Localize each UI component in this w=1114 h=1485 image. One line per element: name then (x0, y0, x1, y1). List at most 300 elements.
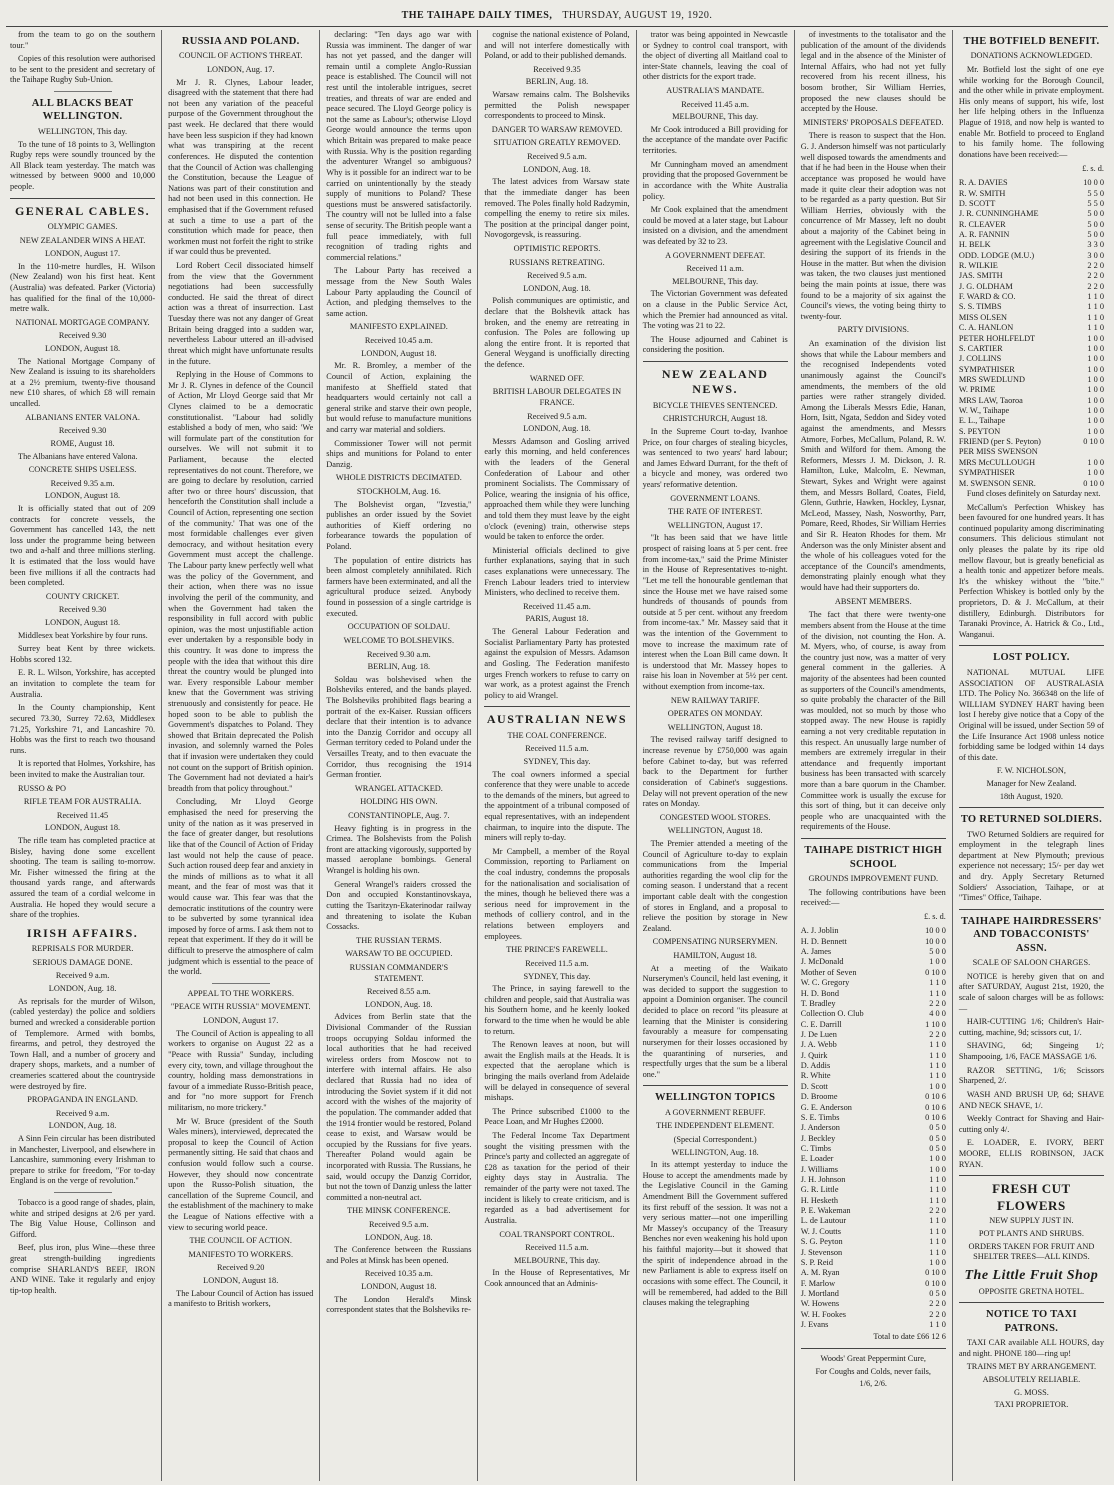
article-text: Mr Cook introduced a Bill providing for the acceptance of the mandate over Pacific territories. (642, 124, 788, 156)
amount-cell: 1 0 0 (1087, 333, 1104, 343)
article-text: The revised railway tariff designed to increase revenue by £750,000 was again before Cabinet to-day, but was referred back to the Department for further consideration of Cabinet's suggestions. Delay will not prevent operation of the new rates on Monday. (642, 735, 788, 809)
dateline: LONDON, Aug. 18. (523, 424, 591, 434)
article-text: The Bolshevist organ, "Izvestia," publishes an order issued by the Soviet authorities of Kieff ordering no forbearance towards the population of Poland. (326, 499, 472, 552)
advertisement-text: For Coughs and Colds, never fails, (815, 1366, 931, 1376)
advertisement-text: TRAINS MET BY ARRANGEMENT. (966, 1362, 1097, 1372)
subheading: OPTIMISTIC REPORTS. (513, 243, 601, 253)
article-text: Warsaw remains calm. The Bolsheviks permitted the Polish newspaper correspondents to proceed to Minsk. (484, 90, 630, 121)
amount-cell: 0 10 0 (925, 1278, 946, 1288)
dateline: LONDON, August 18. (45, 618, 121, 628)
amount-cell: 0 5 0 (929, 1143, 946, 1153)
table-row (801, 1061, 946, 1071)
name-cell: D. Addis (800, 1061, 831, 1071)
article-text: Replying in the House of Commons to Mr J. R. Clynes in defence of the Council of Action, Mr Lloyd George said that Mr Clynes claimed to be a democratic constitutionalist. "Labour had solidly established a body of men, who said: 'We will formulate part of the constitution for ourselves. We will not submit it to Parliament, because the elected representatives do not count. Therefore, we are going to declare by resolution, carried after two or three hours' discussion, that henceforth the Constitution shall include a Council of Action, representing one section of the community.' That was one of the most formidable challenges ever given democracy, and without hesitation every Government must accept the challenge. The Labour party knew perfectly well what was the policy of the Government, and their action, when there was no issue involving the peril of the community, and when the Government had taken the responsibility in full accord with public opinion, was the most unjustifiable action ever undertaken by a responsible body in this country. It was done to impress the people with the idea that without this dire threat the country would be plunged into war. Every responsible Labour member knew that the Government was striving strenuously and consistently for peace. He hoped soon to be able to publish the Government's dispatches to Poland. They showed that Britain deprecated the Polish invasion, and solemnly warned the Poles that if invasion were undertaken they could not count on the support of British opinion. The Government had not deviated a hair's breadth from that policy throughout." (168, 370, 314, 793)
amount-cell: 1 0 0 (1087, 457, 1104, 467)
article-text: The Conference between the Russians and Poles at Minsk has been opened. (326, 1245, 472, 1265)
article-text: The Victorian Government was defeated on a clause in the Public Service Act, which the Premier had announced as vital. The voting was 21 to 22. (642, 289, 788, 331)
dateline: LONDON, August 17. (45, 249, 121, 259)
name-cell: W. Howens (800, 1299, 840, 1309)
dateline: BERLIN, Aug. 18. (367, 662, 431, 672)
advertisement-text: TAXI PROPRIETOR. (994, 1400, 1069, 1410)
table-row (959, 292, 1104, 302)
name-cell: FRIEND (per S. Peyton) (958, 437, 1041, 447)
subheading: A GOVERNMENT REBUFF. (664, 1107, 766, 1117)
article-text: The House adjourned and Cabinet is considering the position. (642, 334, 788, 355)
divider (959, 1302, 1104, 1303)
dateline: WELLINGTON, August 18. (667, 722, 763, 732)
subheading: ABSENT MEMBERS. (834, 596, 912, 606)
article-text: E. R. L. Wilson, Yorkshire, has accepted an invitation to complete the team for Australia. (10, 668, 156, 699)
dateline: LONDON, Aug. 18. (523, 164, 591, 174)
article-text: The latest advices from Warsaw state that the immediate danger has been removed. The Poles finally hold Radzymin, compelling the enemy to retire six miles. The position at the principal danger point, Novogorgevsk, is reassuring. (484, 177, 630, 240)
amount-cell: 10 0 0 (925, 936, 946, 946)
dateline: STOCKHOLM, Aug. 16. (356, 486, 441, 496)
article-text: declaring: "Ten days ago war with Russia was imminent. The danger of war has not yet passed, and the danger will remain until a complete Anglo-Russian peace is established. The Council will not rest until the intolerable intrigues, secret treaties, and threats of war are ended and peace secured. The Lloyd George policy is not the same as Labour's; otherwise Lloyd George would announce the terms upon which Britain was prepared to make peace with Russia. Why is the position regarding the adventurer Wrangel so ambiguous? Why is it possible for an indirect war to be carried on unintentionally by the steady supply of munitions to Poland? These questions must be answered satisfactorily. The country will not be lulled into a false sense of security. The British people want a full peace immediately, with full recognition of trading rights and commercial relations." (326, 30, 472, 262)
subheading: AUSTRALIA'S MANDATE. (666, 86, 765, 96)
table-row (801, 1103, 946, 1113)
name-cell: PETER HOHLFELDT (958, 333, 1036, 343)
dateline: MELBOURNE, This day. (672, 276, 759, 286)
name-cell: C. Timbs (800, 1143, 832, 1153)
amount-cell: 10 0 0 (1083, 178, 1104, 188)
name-cell: W. J. Coutts (800, 1226, 841, 1236)
paper-name: THE TAIHAPE DAILY TIMES, (401, 9, 553, 21)
divider (484, 706, 629, 707)
table-row (801, 968, 946, 978)
amount-cell: 4 0 0 (929, 1009, 946, 1019)
received-time: Received 9.5 a.m. (527, 271, 587, 281)
table-row (959, 240, 1104, 250)
table-row (959, 199, 1104, 209)
amount-cell: 1 1 0 (1087, 323, 1104, 333)
name-cell: W. PRIME (958, 385, 996, 395)
currency-header: £. s. d. (923, 911, 946, 921)
name-cell: J. Evans (800, 1320, 829, 1330)
headline: TAIHAPE DISTRICT HIGH SCHOOL (804, 845, 943, 870)
subheading: THE PRINCE'S FAREWELL. (506, 945, 608, 955)
name-cell: S. E. Timbs (800, 1112, 840, 1122)
table-row (801, 989, 946, 999)
article-text: The fact that there were twenty-one members absent from the House at the time of the division, not counting the Hon. A. M. Myers, who, of course, is away from the country just now, was a matter of very general comment in the galleries. A majority of the absentees had been counted as supporters of the Council's amendments, so quite probably the character of the Bill was moulded, not so much by those who stopped away. The new House is rapidly earning a not very creditable reputation in this respect. An unusually large number of members are extremely irregular in their attendance and frequently important business has been transacted with scarcely more than a bare quorum in the Chamber. Committee work is usually the excuse for this sort of thing, but it can deceive only people who are unacquainted with the requirements of the House. (800, 610, 946, 832)
article-text: Mr Cook explained that the amendment could be moved at a later stage, but Labour insisted on a division, and the amendment was defeated by 32 to 23. (642, 205, 788, 246)
article-text: As reprisals for the murder of Wilson, (cabled yesterday) the police and soldiers burned and wrecked a considerable portion of Templemore. Armed with bombs, firearms, and petrol, they destroyed the Town Hall, and a number of grocery and drapery shops, markets, and a number of creameries scattered about the countryside were destroyed by fire. (10, 996, 156, 1091)
amount-cell: 1 0 0 (929, 1164, 946, 1174)
amount-cell: 0 5 0 (929, 1133, 946, 1143)
subheading: APPEAL TO THE WORKERS. (187, 988, 294, 998)
table-row (801, 1310, 946, 1320)
table-row (801, 978, 946, 988)
table-row (959, 396, 1104, 406)
table-row (959, 385, 1104, 395)
article-text: trator was being appointed in Newcastle or Sydney to control coal transport, with the object of diverting all Maitland coal to inter-State channels, leaving the coal of other districts for the export trade. (642, 30, 788, 82)
name-cell: S. G. Peyton (800, 1237, 843, 1247)
dateline: HAMILTON, August 18. (673, 951, 757, 961)
article-text: Ministerial officials declined to give further explanations, saying that in such cases explanations were unnecessary. The French Labour leaders tried to interview Ministers, who declined to receive them. (484, 545, 630, 598)
article-text: Mr W. Bruce (president of the South Wales miners), interviewed, deprecated the proposal to keep the Council of Action permanently sitting. He said that chaos and confusion would follow such a course. However, they should now concentrate upon the Russo-Polish situation, the cancellation of the Supreme Council, and the establishment of the machinery to make the League of Nations effective with a view to securing world peace. (168, 1116, 314, 1232)
subheading: MANIFESTO TO WORKERS. (188, 1249, 294, 1259)
divider (643, 1085, 788, 1086)
received-time: Received 11.5 a.m. (525, 1243, 589, 1253)
article-text: To the tune of 18 points to 3, Wellington Rugby reps were soundly trounced by the All Black team yesterday. The match was witnessed by between 9000 and 10,000 people. (10, 139, 156, 191)
article-text: cognise the national existence of Poland, and will not interfere domestically with Poland, or add to their published demands. (484, 30, 630, 61)
dateline: ROME, August 18. (50, 438, 115, 448)
amount-cell: 1 1 0 (1087, 292, 1104, 302)
table-row (959, 220, 1104, 230)
dateline: WELLINGTON, This day. (38, 126, 128, 136)
name-cell: H. D. Bennett (800, 936, 847, 946)
subheading: CONCRETE SHIPS USELESS. (28, 465, 137, 475)
amount-cell: 5 5 0 (1087, 198, 1104, 208)
subheading: WRANGEL ATTACKED. (354, 783, 443, 793)
amount-cell: 1 0 0 (1087, 343, 1104, 353)
amount-cell: 0 10 0 (925, 967, 946, 977)
name-cell: L. de Lautour (800, 1216, 847, 1226)
table-row (801, 1144, 946, 1154)
currency-header: £. s. d. (1082, 163, 1104, 173)
subheading: SCALE OF SALOON CHARGES. (972, 958, 1091, 968)
article-text: The Renown leaves at noon, but will await the English mails at the Heads. It is expected that the aeroplane which is bringing the mails overland from Adelaide will be delayed in consequence of several mishaps. (484, 1040, 630, 1103)
amount-cell: 1 1 0 (929, 1195, 946, 1205)
name-cell: A. James (800, 947, 832, 957)
article-text: General Wrangel's raiders crossed the Don and occupied Konstantinovskaya, cutting the Tsaritzyn-Ekaterinodar railway and threatening to isolate the Kuban Cossacks. (326, 879, 472, 932)
article-text: A Sinn Fein circular has been distributed in Manchester, Liverpool, and elsewhere in Lancashire, summoning every Irishman to prepare to strike for freedom, "For to-day England is on the verge of revolution." (10, 1134, 156, 1186)
dateline: MELBOURNE, This day. (514, 1255, 600, 1265)
table-row (959, 334, 1104, 344)
divider (959, 909, 1104, 910)
dateline: SYDNEY, This day. (523, 971, 591, 981)
amount-cell: 0 10 0 (1083, 437, 1104, 447)
name-cell: F. Marlow (800, 1278, 836, 1288)
table-row (801, 1123, 946, 1133)
received-time: Received 9.30 (58, 426, 107, 436)
amount-cell (1075, 447, 1104, 457)
subheading: HOLDING HIS OWN. (360, 797, 438, 807)
name-cell: J. COLLINS (958, 354, 1002, 364)
table-row (801, 1206, 946, 1216)
subheading: MANIFESTO EXPLAINED. (349, 322, 448, 332)
name-cell: R. White (800, 1071, 831, 1081)
amount-cell: 5 5 0 (1087, 188, 1104, 198)
article-text: The population of entire districts has been almost completely annihilated. Rich farmers have been exterminated, and all the agricultural produce seized. Anybody found in possession of a single cartridge is executed. (326, 555, 472, 618)
amount-cell: 1 1 0 (1087, 312, 1104, 322)
received-time: Received 9.30 a.m. (366, 649, 431, 659)
article-text: The General Labour Federation and Socialist Parliamentary Party has protested against the expulsion of Messrs. Adamson and Gosling. The Federation manifesto urges French workers to refuse to carry on war work, as a protest against the French policy to aid Wrangel. (484, 627, 630, 700)
amount-cell: 0 10 0 (1083, 478, 1104, 488)
amount-cell: 1 0 0 (1087, 364, 1104, 374)
column-7 (953, 30, 1110, 1481)
article-text: An examination of the division list shows that while the Labour members and the recognised Independents voted unanimously against the Council's amendments, the members of the old parties were rather strangely divided. Among the Liberals Messrs Edie, Hanan, Horn, Isitt, Ngata, Seddon and Sidey voted against the amendments, and Messrs Atmore, Forbes, McCallum, Poland, R. W. Smith and Wilford for them. Among the Reformers, Messrs J. M. Dickson, J. R. Hamilton, Luke, Malcolm, E. Newman, Stewart, Sykes and Wright were against them, and Messrs Bollard, Coates, Field, Glenn, Guthrie, Hawken, Hockley, Lysnar, McLeod, Massey, Nash, Nosworthy, Parr, Pomare, Reed, Rhodes, Sir William Herries and Sir R. Heaton Rhodes for them. Mr Anderson was the only Minister absent and the whole of his colleagues voted for the acceptance of the Council's amendments, demonstrating plainly enough what they would have had their supporters do. (800, 339, 946, 593)
amount-cell: 1 0 0 (1087, 468, 1104, 478)
name-cell: J. G. OLDHAM (958, 281, 1013, 291)
name-cell: J. A. Webb (800, 1040, 837, 1050)
contributions-table (801, 926, 946, 1330)
name-cell: S. P. Reid (800, 1257, 833, 1267)
donations-table (959, 178, 1104, 489)
name-cell: J. McDonald (800, 957, 844, 967)
dateline: LONDON, August 18. (45, 344, 121, 354)
table-row (959, 416, 1104, 426)
received-time: Received 9 a.m. (55, 1108, 110, 1118)
subheading: ALBANIANS ENTER VALONA. (25, 412, 140, 422)
table-row (959, 178, 1104, 188)
dateline: LONDON, August 18. (361, 1282, 437, 1292)
name-cell: E. L., Taihape (958, 416, 1006, 426)
amount-cell: 2 2 0 (929, 1309, 946, 1319)
divider (212, 983, 270, 984)
name-cell: G. E. Anderson (800, 1102, 852, 1112)
amount-cell: 1 1 0 (1087, 302, 1104, 312)
name-cell: S. S. TIMBS (958, 302, 1002, 312)
article-text: The Prince, in saying farewell to the children and people, said that Australia was his Southern home, and he keenly looked forward to the time when he would be able to return. (484, 984, 630, 1036)
article-text: Middlesex beat Yorkshire by four runs. (18, 630, 148, 640)
subheading: OLYMPIC GAMES. (47, 221, 118, 231)
subheading: BRITISH LABOUR DELEGATES IN FRANCE. (492, 387, 622, 407)
divider (959, 807, 1104, 808)
article-text: Copies of this resolution were authorised to be sent to the president and secretary of the Taihape Rugby Sub-Union. (10, 54, 156, 85)
name-cell: S. CARTIER (958, 343, 1003, 353)
received-time: Received 9.30 (58, 605, 107, 615)
divider (54, 91, 112, 92)
article-text: In the House of Representatives, Mr Cook announced that an Adminis- (484, 1268, 630, 1288)
subheading: RIFLE TEAM FOR AUSTRALIA. (23, 797, 142, 807)
article-text: TWO Returned Soldiers are required for employment in the telegraph lines department at New Plymouth; previous experience not necessary; 15/- per day wet and dry. Apply Secretary Returned Soldiers' Association, Taihape, or at "Times" Office, Taihape. (958, 829, 1104, 903)
amount-cell: 1 1 0 (929, 1247, 946, 1257)
amount-cell: 1 1 0 (929, 1175, 946, 1185)
article-text: Commissioner Tower will not permit ships and munitions for Poland to enter Danzig. (326, 438, 472, 469)
table-row (801, 1237, 946, 1247)
dateline: CHRISTCHURCH, August 18. (663, 414, 768, 424)
headline: NOTICE TO TAXI PATRONS. (985, 1309, 1077, 1334)
table-row (959, 271, 1104, 281)
name-cell: H. D. Bond (800, 988, 839, 998)
table-row (959, 323, 1104, 333)
amount-cell: 1 0 0 (1087, 395, 1104, 405)
received-time: Received 10.35 a.m. (364, 1269, 433, 1279)
advertisement-text: ABSOLUTELY RELIABLE. (982, 1375, 1081, 1385)
article-text: Mr. R. Bromley, a member of the Council of Action, explaining the manifesto at Sheffield stated that headquarters would certainly not call a general strike and starve their own people, but would refuse to manufacture munitions and carry war material and soldiers. (326, 361, 472, 434)
table-row (959, 230, 1104, 240)
received-time: Received 9.30 (58, 331, 107, 341)
name-cell: Mother of Seven (800, 967, 857, 977)
article-text: Mr J. R. Clynes, Labour leader, disagreed with the statement that there had not been any variation of the peaceful purpose of the Government throughout the past week. He declared that there would have been less suspicion if they had known what was transpiring at the recent conferences. He disputed the contention that the Council of Action was challenging the Constitution, because the League of Nations was part of their constitution and had not been used in this connection. He emphasised that if the Government refused at such a time to use a part of the constitution which made for peace, then workmen must not forfeit the right to strike if war could thus be prevented. (168, 77, 314, 257)
table-row (801, 1175, 946, 1185)
amount-cell: 2 2 0 (1087, 271, 1104, 281)
name-cell: M. SWENSON SENR. (958, 478, 1036, 488)
table-row (801, 1051, 946, 1061)
name-cell: E. Loader (800, 1154, 834, 1164)
amount-cell: 1 1 0 (929, 1050, 946, 1060)
dateline: LONDON, Aug. 18. (365, 999, 433, 1009)
name-cell: F. WARD & CO. (958, 292, 1016, 302)
article-text: The Council of Action is appealing to all workers to organise on August 22 as a "Peace with Russia" Sunday, including every city, town, and village throughout the country, holding mass demonstrations in favour of a immediate Russo-British peace, and for "no more support for French militarism, no more trickery." (168, 1028, 314, 1112)
subheading: CONGESTED WOOL STORES. (659, 812, 771, 822)
headline: IRISH AFFAIRS. (26, 925, 139, 940)
subheading: WARNED OFF. (529, 373, 585, 383)
signature-text: Manager for New Zealand. (986, 778, 1077, 788)
name-cell: R. CLEAVER (958, 219, 1006, 229)
dateline: PARIS, August 18. (525, 614, 589, 624)
subheading: OPERATES ON MONDAY. (667, 709, 763, 719)
dateline: WELLINGTON, Aug. 18. (671, 1147, 759, 1157)
name-cell: J. Quirk (800, 1050, 828, 1060)
subheading: OCCUPATION OF SOLDAU. (347, 622, 450, 632)
amount-cell: 0 10 0 (925, 1268, 946, 1278)
subheading: A GOVERNMENT DEFEAT. (665, 250, 766, 260)
received-time: Received 11 a.m. (686, 264, 744, 274)
received-time: Received 9.5 a.m. (369, 1219, 429, 1229)
table-row (801, 1165, 946, 1175)
table-row (801, 1020, 946, 1030)
received-time: Received 9 a.m. (55, 971, 110, 981)
amount-cell: 1 1 0 (929, 1185, 946, 1195)
name-cell: MRS McCULLOUGH (958, 457, 1036, 467)
byline: (Special Correspondent.) (673, 1135, 757, 1144)
amount-cell: 1 0 0 (1087, 416, 1104, 426)
advertisement-text: G. MOSS. (1014, 1387, 1049, 1397)
column-4 (478, 30, 636, 1481)
table-row (959, 427, 1104, 437)
table-row (801, 926, 946, 936)
article-text: At a meeting of the Waikato Nurserymen's Council, held last evening, it was decided to support the suggestion to appoint a Dominion organiser. The council decided to place on record "its pleasure at learning that the Minister is considering favourably a measure for compensating nurserymen for their losses occasioned by the quarantining of nurseries, and respectfully urges that the sum be a liberal one." (642, 963, 788, 1079)
amount-cell: 2 2 0 (1087, 281, 1104, 291)
amount-cell: 0 5 0 (929, 1123, 946, 1133)
table-row (801, 1320, 946, 1330)
headline: AUSTRALIAN NEWS (486, 712, 628, 727)
amount-cell: 3 0 0 (1087, 250, 1104, 260)
subheading: NEW RAILWAY TARIFF. (670, 695, 760, 705)
name-cell: R. W. SMITH (958, 188, 1006, 198)
name-cell: PER MISS SWENSON (958, 447, 1038, 457)
headline: LOST POLICY. (993, 652, 1070, 664)
dateline: LONDON, Aug. 18. (48, 984, 117, 994)
amount-cell: 5 0 0 (1087, 209, 1104, 219)
column-2 (162, 30, 320, 1481)
received-time: Received 9.20 (216, 1263, 265, 1273)
article-text: from the team to go on the southern tour." (10, 30, 156, 50)
divider (643, 361, 788, 362)
price-item: HAIR-CUTTING 1/6; Children's Hair-cutting, machine, 9d; scissors cut, 1/. (958, 1017, 1104, 1037)
subheading: PROPAGANDA IN ENGLAND. (27, 1095, 138, 1105)
amount-cell: 1 0 0 (1087, 385, 1104, 395)
name-cell: J. Stevenson (800, 1247, 843, 1257)
subheading: REPRISALS FOR MURDER. (31, 944, 134, 954)
subheading: NEW ZEALANDER WINS A HEAT. (19, 235, 146, 245)
table-row (801, 1185, 946, 1195)
article-text: Concluding, Mr Lloyd George emphasised the need for preserving the unity of the nation as it was preserved in the face of greater danger, but resolutions like that of the Council of Action of Friday last would not help the cause of peace. Such action roused deep fear and anxiety in the minds of millions as to what it all meant, and the fear of most was that it would cause war. This fear was that the democratic institutions of the country were to be subverted by some tyrannical idea imposed by force of arms. I ask them not to repeat that experiment. If they do it will be difficult to preserve the atmosphere of calm judgment which is essential to the peace of the world. (168, 797, 314, 977)
dateline: LONDON, August 18. (45, 823, 121, 833)
subheading: COMPENSATING NURSERYMEN. (652, 937, 778, 947)
headline: THE BOTFIELD BENEFIT. (963, 36, 1100, 47)
article-text: Polish communiques are optimistic, and declare that the Bolshevik attack has broken, and the enemy are retreating in confusion. The Poles are following up along the entire front. It is reported that General Weygand is unofficially directing the defence. (484, 296, 630, 370)
headline: NEW ZEALAND NEWS. (661, 367, 769, 397)
article-text: The rifle team has completed practice at Bisley, having done some excellent shooting. The team is sailing to-morrow. Mr. Fisher witnessed the firing at the thousand yards range, and afterwards assured the team of a cordial welcome in Australia. He hoped they would secure a share of the trophies. (10, 836, 156, 920)
name-cell: J. Beckley (800, 1133, 836, 1143)
subheading: NATIONAL MORTGAGE COMPANY. (15, 317, 150, 327)
article-text: In the Supreme Court to-day, Ivanhoe Price, on four charges of stealing bicycles, was sentenced to two years' hard labour; and James Edward Durrant, for the theft of a bicycle and money, was ordered two years' reformative detention. (642, 427, 788, 490)
table-row (801, 1009, 946, 1019)
divider (54, 1192, 112, 1193)
subheading: BICYCLE THIEVES SENTENCED. (652, 400, 778, 410)
article-text: The Labour Council of Action has issued a manifesto to British workers, (168, 1288, 314, 1309)
name-cell: J. Anderson (800, 1123, 840, 1133)
subheading: COAL TRANSPORT CONTROL. (499, 1229, 615, 1239)
amount-cell: 1 0 0 (929, 1257, 946, 1267)
amount-cell: 1 1 0 (929, 1237, 946, 1247)
column-6 (795, 30, 953, 1481)
article-text: The Labour Party has received a message from the New South Wales Labour Party applauding the Council of Action, and pledging themselves to the same action. (326, 266, 472, 318)
table-row (959, 313, 1104, 323)
table-row (959, 437, 1104, 447)
article-text: Fund closes definitely on Saturday next. (966, 488, 1101, 498)
amount-cell: 0 10 6 (925, 1092, 946, 1102)
table-row (801, 1289, 946, 1299)
amount-cell: 3 3 0 (1087, 240, 1104, 250)
dateline: LONDON, Aug. 18. (365, 1232, 433, 1242)
received-time: Received 9.35 (533, 64, 581, 74)
amount-cell: 1 0 0 (1087, 406, 1104, 416)
advertisement-text: ORDERS TAKEN FOR FRUIT AND SHELTER TREES—ALL KINDS. (968, 1241, 1095, 1262)
subheading: RUSSIAN COMMANDER'S STATEMENT. (349, 962, 449, 983)
advertisement-text: TAXI CAR available ALL HOURS, day and night. PHONE 180—ring up! (958, 1338, 1104, 1358)
advertisement-text: McCallum's Perfection Whiskey has been favoured for one hundred years. It has continued popularity among discriminating consumers. This delicious stimulant not only pleases the palate by its ripe old mellow flavour, but is greatly beneficial as a health tonic and appetizer before meals. It's the whiskey without the "bite." Perfection Whiskey is bottled only by the proprietors, D. & J. McCallum, at their distillery, Edinburgh. Distributors for Taranaki Province, A. Hatrick & Co., Ltd., Wanganui. (958, 502, 1104, 639)
table-row (801, 1040, 946, 1050)
advertisement-text: POT PLANTS AND SHRUBS. (978, 1229, 1084, 1239)
amount-cell: 1 1 0 (929, 1071, 946, 1081)
name-cell: MISS OLSEN (958, 312, 1008, 322)
name-cell: MRS LAW, Taoroa (958, 395, 1023, 405)
subheading: THE COUNCIL OF ACTION. (189, 1236, 292, 1246)
amount-cell: 1 0 0 (1087, 426, 1104, 436)
table-row (959, 458, 1104, 468)
table-row (801, 937, 946, 947)
name-cell: D. SCOTT (958, 198, 996, 208)
column-1 (4, 30, 162, 1481)
dateline: LONDON, August 18. (45, 491, 121, 501)
price-item: RAZOR SETTING, 1/6; Scissors Sharpened, 2/. (958, 1065, 1104, 1086)
amount-cell: 2 2 0 (929, 1299, 946, 1309)
amount-cell: 1 10 0 (925, 1019, 946, 1029)
amount-cell: 1 0 0 (1087, 374, 1104, 384)
table-row (801, 947, 946, 957)
masthead (6, 4, 1108, 27)
divider (959, 645, 1104, 646)
article-text: "It has been said that we have little prospect of raising loans at 5 per cent. free from income-tax," said the Prime Minister in the House of Representatives to-night. "Let me tell the honourable gentleman that since the House met we have raised some hundreds of thousands of pounds from outside at 5 per cent. without any freedom from income-tax." Mr. Massey said that it was the intention of the Government to move to increase the maximum rate of interest when the Loan Bill came down. It is understood that Mr. Massey hopes to raise his loan in November at 5½ per cent. without exemption from income-tax. (642, 533, 788, 692)
article-text: NOTICE is hereby given that on and after SATURDAY, August 21st, 1920, the scale of saloon charges will be as follows:— (958, 971, 1104, 1013)
dateline: CONSTANTINOPLE, Aug. 7. (348, 811, 450, 821)
table-row (959, 375, 1104, 385)
article-text: The coal owners informed a special conference that they were unable to accede to the demands of the miners, but agreed to the appointment of a tribunal composed of equal representatives, with an independent chairman, to inquire into the dispute. The miners will reply to-day. (484, 769, 630, 843)
subheading: DONATIONS ACKNOWLEDGED. (970, 51, 1093, 61)
table-row (959, 251, 1104, 261)
name-cell: J. Mortland (800, 1288, 839, 1298)
article-text: of investments to the totalisator and the publication of the amount of the dividends legal and in the absence of the Minister of Internal Affairs, who had not yet fully recovered from his recent illness, his bosom brother, Sir William Herries, proposed the new clauses should be accepted by the House. (800, 30, 946, 114)
shop-name: The Little Fruit Shop (964, 1267, 1099, 1283)
subheading: THE MINSK CONFERENCE. (347, 1206, 451, 1216)
article-text: Mr Campbell, a member of the Royal Commission, reporting to Parliament on the coal industry, condemns the proposals for the nationalisation and socialisation of the mines, though he believed there was a serious need for improvement in the methods of colliery control, and in the relations between employers and employees. (484, 846, 630, 941)
article-text: NATIONAL MUTUAL LIFE ASSOCIATION OF AUSTRALASIA LTD. The Policy No. 366348 on the life of WILLIAM SYDNEY HART having been lost I hereby give notice that a Copy of the Original will be issued, under Section 59 of the Life Insurance Act 1908 unless notice forbidding same be lodged within 14 days of this date. (958, 667, 1104, 762)
name-cell: J. De Luen (800, 1030, 837, 1039)
table-row (801, 957, 946, 967)
headline: ALL BLACKS BEAT WELLINGTON. (31, 98, 134, 123)
name-cell: D. Scott (800, 1081, 828, 1091)
amount-cell: 5 0 0 (929, 947, 946, 957)
received-time: Received 11.5 a.m. (525, 744, 589, 754)
dateline: LONDON, Aug. 18. (48, 1121, 117, 1131)
column-5 (637, 30, 795, 1481)
amount-cell: 1 0 0 (1087, 354, 1104, 364)
subheading: WELCOME TO BOLSHEVIKS. (343, 635, 455, 645)
received-time: Received 9.5 a.m. (527, 411, 587, 421)
